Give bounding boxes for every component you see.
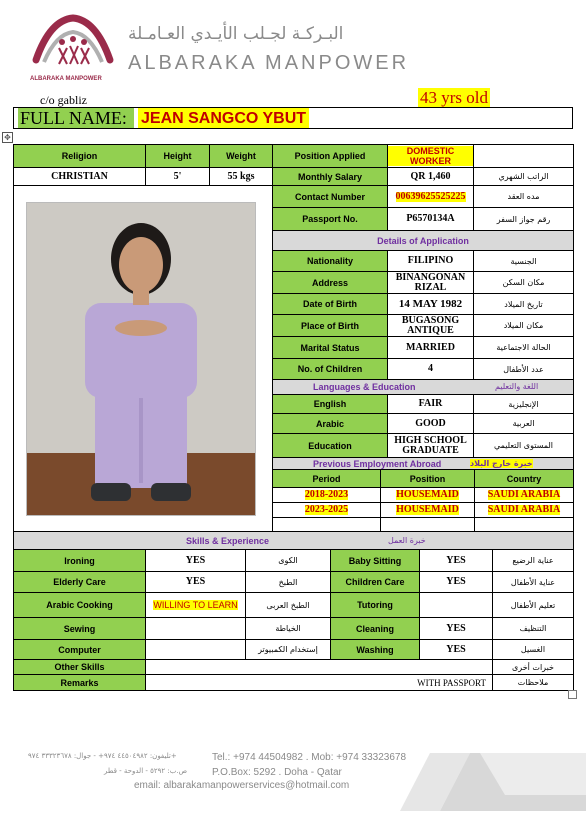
religion-header: Religion (13, 144, 146, 168)
skill-2-arabic-left: الطبخ (245, 571, 331, 593)
applicant-photo (26, 202, 256, 516)
position-applied-value: DOMESTIC WORKER (388, 146, 473, 166)
remarks-value-cell (145, 674, 493, 691)
skill-1-value-right-text: YES (446, 554, 466, 566)
marital-status-label: Marital Status (272, 336, 388, 359)
employment-row-2-country-cell (474, 502, 574, 518)
skill-3-value-left-text: WILLING TO LEARN (153, 600, 238, 610)
employment-row-2-period: 2023-2025 (304, 504, 349, 515)
education-value: HIGH SCHOOL GRADUATE (387, 433, 474, 458)
skill-5-label-right: Washing (330, 639, 420, 660)
skill-2-label-right: Children Care (330, 571, 420, 593)
skill-5-label-left: Computer (13, 639, 146, 660)
other-skills-arabic: خبرات أخرى (492, 659, 574, 675)
care-of-note: c/o gabliz (40, 93, 87, 107)
children-value: 4 (387, 358, 474, 380)
full-name-label: FULL NAME: (18, 108, 134, 128)
employment-row-2-position-cell (380, 502, 475, 518)
employment-row-1-period-cell (272, 487, 381, 503)
skill-4-arabic-right: التنظيف (492, 617, 574, 640)
monthly-salary-label: Monthly Salary (272, 167, 388, 186)
english-label: English (272, 394, 388, 414)
skill-4-label-right: Cleaning (330, 617, 420, 640)
place-of-birth-label: Place of Birth (272, 314, 388, 337)
weight-header: Weight (209, 144, 273, 168)
passport-label: Passport No. (272, 207, 388, 231)
skill-4-label-left: Sewing (13, 617, 146, 640)
skill-1-label-right: Baby Sitting (330, 549, 420, 572)
country-header: Country (474, 469, 574, 488)
skill-4-value-right (419, 617, 493, 640)
children-arabic: عدد الأطفال (473, 358, 574, 380)
employment-row-2-country: SAUDI ARABIA (487, 504, 561, 515)
other-skills-value (145, 659, 493, 675)
employment-row-1-position-cell (380, 487, 475, 503)
employment-row-3-country-cell (474, 517, 574, 532)
arabic-language-label: Arabic (272, 413, 388, 434)
position-applied-label: Position Applied (272, 144, 388, 168)
skills-heading-arabic: خبرة العمل (388, 536, 426, 545)
skill-5-value-right (419, 639, 493, 660)
skill-2-value-left-text: YES (185, 576, 206, 587)
place-of-birth-value: BUGASONG ANTIQUE (387, 314, 474, 337)
skill-3-arabic-left: الطبخ العربى (245, 592, 331, 618)
other-skills-label: Other Skills (13, 659, 146, 675)
skill-2-value-left (145, 571, 246, 593)
skill-2-value-right (419, 571, 493, 593)
footer-email: email: albarakamanpowerservices@hotmail.com (134, 780, 350, 791)
employment-row-3-period-cell (272, 517, 381, 532)
skill-3-label-right: Tutoring (330, 592, 420, 618)
skill-3-value-right (419, 592, 493, 618)
marital-status-value: MARRIED (387, 336, 474, 359)
arabic-language-arabic: العربية (473, 413, 574, 434)
employment-row-1-period: 2018-2023 (304, 489, 349, 500)
children-label: No. of Children (272, 358, 388, 380)
skill-1-label-left: Ironing (13, 549, 146, 572)
position-applied-cell (387, 144, 474, 168)
skill-4-value-right-text: YES (446, 622, 466, 634)
skill-4-value-left (145, 617, 246, 640)
skill-4-arabic-left: الخياطة (245, 617, 331, 640)
address-arabic: مكان السكن (473, 271, 574, 294)
skills-heading-row (13, 531, 574, 550)
employment-row-2-position: HOUSEMAID (396, 504, 459, 515)
place-of-birth-arabic: مكان الميلاد (473, 314, 574, 337)
skill-1-arabic-right: عناية الرضيع (492, 549, 574, 572)
footer-arabic-phone: تليفون: ٤٤٥٠٤٩٨٢ ٩٧٤+ - جوال: ٣٣٣٢٣٦٧٨ ٩٧٤+ (28, 752, 177, 760)
employment-row-1-country-cell (474, 487, 574, 503)
skill-1-value-left-text: YES (185, 554, 206, 566)
company-logo (30, 12, 116, 76)
logo-caption: ALBARAKA MANPOWER (30, 76, 102, 82)
skill-1-value-left (145, 549, 246, 572)
address-value: BINANGONAN RIZAL (387, 271, 474, 294)
languages-heading-arabic: اللغة والتعليم (495, 382, 539, 391)
height-value: 5' (145, 167, 210, 186)
skill-1-value-right (419, 549, 493, 572)
period-header: Period (272, 469, 381, 488)
contact-number-value: 00639625525225 (395, 190, 466, 202)
arabic-language-value: GOOD (387, 413, 474, 434)
height-header: Height (145, 144, 210, 168)
table-resize-handle[interactable] (568, 690, 577, 699)
education-arabic: المستوى التعليمي (473, 433, 574, 458)
position-extra-cell (473, 144, 574, 168)
nationality-arabic: الجنسية (473, 250, 574, 272)
employment-heading-arabic: خبرة خارج البلاد (470, 459, 533, 468)
contact-number-cell (387, 185, 474, 208)
address-label: Address (272, 271, 388, 294)
skills-heading: Skills & Experience (186, 536, 270, 546)
brand-arabic-name: البـركـة لجـلب الأيـدي العـامـلة (128, 24, 344, 44)
nationality-label: Nationality (272, 250, 388, 272)
skill-5-value-right-text: YES (446, 643, 466, 655)
employment-row-2-period-cell (272, 502, 381, 518)
skill-5-arabic-right: الغسيل (492, 639, 574, 660)
remarks-arabic: ملاحظات (492, 674, 574, 691)
education-label: Education (272, 433, 388, 458)
skill-1-arabic-left: الكوى (245, 549, 331, 572)
table-move-handle-icon[interactable]: ✥ (2, 132, 13, 143)
full-name-row (13, 107, 573, 129)
contact-number-label: Contact Number (272, 185, 388, 208)
position-header: Position (380, 469, 475, 488)
languages-heading: Languages & Education (313, 382, 416, 392)
date-of-birth-label: Date of Birth (272, 293, 388, 315)
nationality-value: FILIPINO (387, 250, 474, 272)
brand-name: ALBARAKA MANPOWER (128, 52, 410, 74)
skill-3-label-left: Arabic Cooking (13, 592, 146, 618)
monthly-salary-arabic: الراتب الشهري (473, 167, 574, 186)
footer-address: P.O.Box: 5292 . Doha - Qatar (212, 767, 342, 778)
skill-5-value-left (145, 639, 246, 660)
employment-heading: Previous Employment Abroad (313, 459, 442, 469)
religion-value: CHRISTIAN (13, 167, 146, 186)
date-of-birth-value: 14 MAY 1982 (387, 293, 474, 315)
employment-row-1-country: SAUDI ARABIA (487, 489, 561, 500)
skill-2-arabic-right: عناية الأطفال (492, 571, 574, 593)
footer-arabic-address: ص.ب: ٥٢٩٢ - الدوحة - قطر (104, 767, 188, 775)
passport-arabic: رقم جواز السفر (473, 207, 574, 231)
english-value: FAIR (387, 394, 474, 414)
skill-2-value-right-text: YES (446, 576, 466, 587)
remarks-label: Remarks (13, 674, 146, 691)
skill-2-label-left: Elderly Care (13, 571, 146, 593)
contact-number-arabic: مده العقد (473, 185, 574, 208)
footer-phone: Tel.: +974 44504982 . Mob: +974 33323678 (212, 752, 407, 763)
skill-5-arabic-left: إستخدام الكمبيوتر (245, 639, 331, 660)
marital-status-arabic: الحالة الاجتماعية (473, 336, 574, 359)
monthly-salary-value: QR 1,460 (387, 167, 474, 186)
date-of-birth-arabic: تاريخ الميلاد (473, 293, 574, 315)
details-heading: Details of Application (272, 230, 574, 251)
weight-value: 55 kgs (209, 167, 273, 186)
full-name-value: JEAN SANGCO YBUT (138, 108, 309, 128)
skill-3-value-left (145, 592, 246, 618)
passport-value: P6570134A (387, 207, 474, 231)
languages-heading-row (272, 379, 574, 395)
age-badge: 43 yrs old (420, 88, 488, 107)
employment-row-1-position: HOUSEMAID (396, 489, 459, 500)
employment-row-3-position-cell (380, 517, 475, 532)
skill-3-arabic-right: تعليم الأطفال (492, 592, 574, 618)
english-arabic: الإنجليزية (473, 394, 574, 414)
remarks-value: WITH PASSPORT (417, 677, 486, 688)
